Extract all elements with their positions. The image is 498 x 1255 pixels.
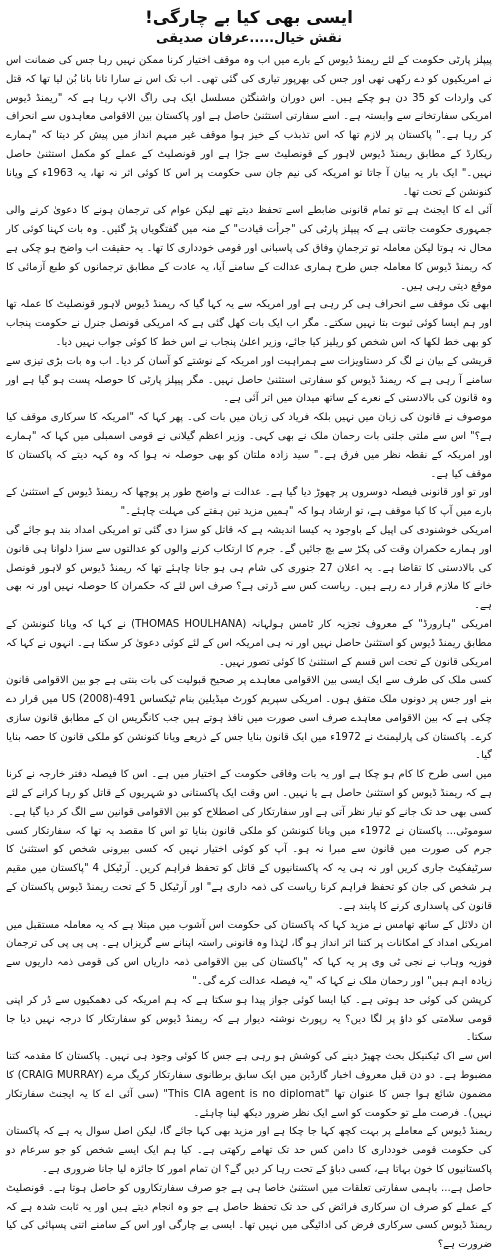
article-title: ایسی بھی کیا بے چارگی!: [144, 8, 353, 28]
article-paragraph: آئی اے کا ایجنٹ ہے تو تمام قانونی ضابطے اسے تحفظ دیتے تھے لیکن عوام کی ترجمان ہونے کا دعویٰ کرنے والی جمہوری حکومت جانتی ہے کہ پیپلز پارٹی کی "جرأت قیادت" کے منہ میں گفتگویاں پڑ گئیں۔ وہ بات کہنا کوئی کار محال نہ ہوتا لیکن معاملہ تو ترجمانِ وفاق کی پاسبانی اور قومی خودداری کا تھا۔ یہ حقیقت اب واضح ہو چکی ہے کہ ریمنڈ ڈیوس کا معاملہ جس طرح ہماری عدالت کے سامنے آیا، یہ عادت کے مطابق ترجمانوں کو طبع آزمائی کا موقع دیتی رہی ہیں۔: [6, 205, 492, 292]
article-body: [6, 52, 492, 1255]
article-paragraph: اس سے اک ٹیکنیکل بحث چھیڑ دینے کی کوشش ہو رہی ہے جس کا کوئی وجود ہی نہیں۔ پاکستان کا مقدمہ کتنا مضبوط ہے۔ دو دن قبل معروف اخبار گارڈین میں ایک سابق برطانوی سفارتکار کریگ مرے (CRAIG MURRAY) کا مضمون شائع ہوا جس کا عنوان تھا "This CIA agent is no diplomat" (سی آئی اے کا یہ ایجنٹ سفارتکار نہیں)۔ فرصت ملے تو حکومت کو اسے ایک نظر ضرور دیکھ لینا چاہئے۔: [6, 1051, 493, 1119]
article-paragraph: قریشی کے بیان نے لگ کر دستاویزات سے ہمراہیت اور امریکہ کے نوشتے کو آسان کر دیا۔ اب وہ بات بڑی تیزی سے سامنے آ رہی ہے کہ ریمنڈ ڈیوس کو سفارتی استثنیٰ حاصل نہیں۔ مگر پیپلز پارٹی کا حوصلہ پست ہو گیا ہے اور وہ قانون کی بالادستی کے نعرے کے ساتھ میدان میں اتر آئی ہے۔: [6, 355, 492, 405]
article-paragraph: ریمنڈ ڈیوس کے معاملے پر بہت کچھ کہا جا چکا ہے اور مزید بھی کہا جائے گا، لیکن اصل سوال یہ ہے کہ پاکستان کی حکومت قومی خودداری کا دامن کس حد تک تھامے رکھتی ہے۔ کیا ہم ایک ایسے شخص کو جو سرعام دو پاکستانیوں کا خون بہاتا ہے، کسی دباؤ کے تحت رہا کر دیں گے؟ ان تمام امور کا جائزہ لیا جانا ضروری ہے۔: [6, 1126, 492, 1176]
article-paragraph: اور تو اور قانونی فیصلہ دوسروں پر چھوڑ دیا گیا ہے۔ عدالت نے واضح طور پر پوچھا کہ ریمنڈ ڈیوس کے استثنیٰ کے بارے میں آپ کا کیا موقف ہے، تو ارشاد ہوا کہ "ہمیں مزید تین ہفتے کی مہلت چاہئے۔": [6, 487, 492, 518]
article-paragraph: موصوف نے قانون کی زبان میں نہیں بلکہ فریاد کی زبان میں بات کی۔ پھر کہا کہ "امریکہ کا سرکاری موقف کیا ہے؟" اس سے ملتی جلتی بات رحمان ملک نے بھی کہی۔ وزیر اعظم گیلانی نے قومی اسمبلی میں کہا کہ "ہمارے اور امریکہ کے نقطہ نظر میں فرق ہے۔" سید زادہ ملتان کو بھی حوصلہ نہ ہوا کہ وہ کہہ دیتے کہ پاکستان کا موقف کیا ہے۔: [6, 412, 492, 480]
article-paragraph: پیپلز پارٹی حکومت کے لئے ریمنڈ ڈیوس کے بارے میں اب وہ موقف اختیار کرنا ممکن نہیں رہا جس کی ضمانت اس نے امریکیوں کو دے رکھی تھی اور جس کی بھرپور تیاری کی گئی تھی۔ اب تک اس نے سارا تانا بانا بُن لیا تھا کہ قتل کی واردات کو 35 دن ہو چکے ہیں۔ اس دوران واشنگٹن مسلسل ایک ہی راگ الاپ رہا ہے کہ "ریمنڈ ڈیوس امریکی سفارتخانے سے وابستہ ہے۔ اسے سفارتی استثنیٰ حاصل ہے اور پاکستان بین الاقوامی معاہدوں سے انحراف کر رہا ہے۔" پاکستان پر لازم تھا کہ اس تذبذب کے خیز ہوا موقف غیر مبہم انداز میں پیش کر دیتا کہ "ہمارے ریکارڈ کے مطابق ریمنڈ ڈیوس لاہور کے قونصلیٹ سے جڑا ہے اور قونصلیٹ کے عملے کو مکمل استثنیٰ حاصل نہیں۔" ایک بار یہ بیان آ جاتا تو امریکہ کی نیم جان سی حکومت پر اس کا کوئی اثر نہ تھا، یہ 1963ء کے ویانا کنونشن کے تحت تھا۔: [6, 55, 493, 198]
article-paragraph: ان دلائل کے ساتھ تھامس نے مزید کہا کہ پاکستان کی حکومت اس آشوب میں مبتلا ہے کہ یہ معاملہ مستقبل میں امریکی امداد کے امکانات پر کتنا اثر انداز ہو گا، لہٰذا وہ قانونی راستہ اپنانے سے گریزاں ہے۔ پی پی پی کی ترجمان فوزیہ وہاب نے نجی ٹی وی پر یہ کہا کہ "پاکستان کی بین الاقوامی ذمہ داریاں اس کی قومی ذمہ داریوں سے زیادہ اہم ہیں" اور رحمان ملک نے کہا کہ "یہ فیصلہ عدالت کرے گی۔": [6, 919, 492, 988]
article-paragraph: سوموٹی... پاکستان نے 1972ء میں ویانا کنونشن کو ملکی قانون بنایا تو اس کا مقصد یہ تھا کہ سفارتکار کسی جرم کی صورت میں قانون سے مبرا نہ ہو۔ آپ کو کوئی اختیار نہیں کہ کسی بیرونی شخص کو استثنیٰ کا سرٹیفکیٹ جاری کریں اور نہ ہی یہ کہ پاکستانیوں کے قاتل کو تحفظ فراہم کریں۔ آرٹیکل 4 "پاکستان میں مقیم ہر شخص کی جان کو تحفظ فراہم کرنا ریاست کی ذمہ داری ہے" اور آرٹیکل 5 کے تحت ریمنڈ ڈیوس پاکستان کے قانون کی پاسداری کرنے کا پابند ہے۔: [6, 825, 492, 912]
article-paragraph: ابھی تک موقف سے انحراف ہی کر رہی ہے اور امریکہ سے یہ کہا گیا کہ ریمنڈ ڈیوس لاہور قونصلیٹ کا عملہ تھا اور ہم ایسا کوئی ثبوت بتا نہیں سکتے۔ مگر اب ایک بات کھل گئی ہے کہ امریکی قونصل جنرل نے حکومت پنجاب کو بھی خط لکھا کہ اس شخص کو ریلیز کیا جائے، وزیر اعلیٰ پنجاب نے اس خط کا کوئی جواب نہیں دیا۔: [6, 299, 492, 348]
article-paragraph: امریکی "ہارورڈ" کے معروف تجزیہ کار ٹامس ہولہانہ (THOMAS HOULHANA) نے کہا کہ ویانا کنونشن کے مطابق ریمنڈ ڈیوس کو استثنیٰ حاصل نہیں اور نہ ہی امریکہ اس کے لئے کوئی دعویٰ کر سکتا ہے۔ انہوں نے کہا کہ امریکی قانون کے تحت اس قسم کے استثنیٰ کا کوئی تصور نہیں۔: [6, 618, 492, 668]
article-paragraph: امریکی خوشنودی کی اپیل کے باوجود یہ کیسا اندیشہ ہے کہ قاتل کو سزا دی گئی تو امریکی امداد بند ہو جائے گی اور ہمارے حکمران وقت کی پکڑ سے بچ جائیں گے۔ جرم کا ارتکاب کرنے والوں کو عدالتوں سے سزا دلوانا ہی قانون کی بالادستی کا تقاضا ہے۔ یہ اعلان 27 جنوری کی شام ہی ہو جانا چاہئے تھا کہ ریمنڈ ڈیوس کو لاہور قونصل خانے کا ملازم قرار دے رہے ہیں۔ ریاست کس سے ڈرتی ہے؟ صرف اس لئے کہ حکمران کا حوصلہ نہیں اور نہ بھی ہے۔: [6, 524, 492, 612]
article-paragraph: کسی ملک کی طرف سے ایک ایسی بین الاقوامی معاہدے پر صحیح قبولیت کی بات بنتی ہے جو بین الاقوامی قانون بنے اور جس پر دونوں ملک متفق ہوں۔ امریکی سپریم کورٹ میڈیلین بنام ٹیکساس 491-US (2008) میں قرار دے چکی ہے کہ بین الاقوامی معاہدے صرف اسی صورت میں نافذ ہوتے ہیں جب کانگریس ان کے مطابق قانون سازی کرے۔ پاکستان کی پارلیمنٹ نے 1972ء میں ایک قانون بنایا جس کے ذریعے ویانا کنونشن کو ملکی قانون کا حصہ بنایا گیا۔: [6, 675, 492, 762]
article-byline: نقش خیال.....عرفان صدیقی: [155, 31, 343, 46]
article-paragraph: حاصل ہے... باہمی سفارتی تعلقات میں استثنیٰ خاصا ہی ہے جو صرف سفارتکاروں کو حاصل ہوتا ہے۔ قونصلیٹ کے عملے کو صرف ان سرکاری فرائض کی حد تک تحفظ حاصل ہے جو وہ انجام دیتے ہیں اور یہ ثابت شدہ ہے کہ ریمنڈ ڈیوس کسی سرکاری فرض کی ادائیگی میں نہیں تھا۔ ایسی بے چارگی اور اس کے سامنے اتنی پسپائی کی کیا ضرورت ہے؟: [6, 1182, 492, 1251]
article-paragraph: میں اسی طرح کا کام ہو چکا ہے اور یہ بات وفاقی حکومت کے اختیار میں ہے۔ اس کا فیصلہ دفتر خارجہ نے کرنا ہے کہ ریمنڈ ڈیوس کو استثنیٰ حاصل ہے یا نہیں۔ اس وقت ایک پاکستانی دو شہریوں کے قاتل کو رہا کرانے کے لئے کسی بھی حد تک جانے کو تیار نظر آتی ہے اور سفارتکار کی اصطلاح کو بین الاقوامی قوانین سے الگ کر دیا گیا ہے۔: [6, 769, 492, 818]
article-paragraph: کرپشن کی کوئی حد ہوتی ہے۔ کیا ایسا کوئی جواز پیدا ہو سکتا ہے کہ ہم امریکہ کی دھمکیوں سے ڈر کر اپنی قومی سلامتی کو داؤ پر لگا دیں؟ یہ رپورٹ نوشتہ دیوار ہے کہ ریمنڈ ڈیوس کو سفارتکار کا درجہ نہیں دیا جا سکتا۔: [6, 994, 492, 1044]
